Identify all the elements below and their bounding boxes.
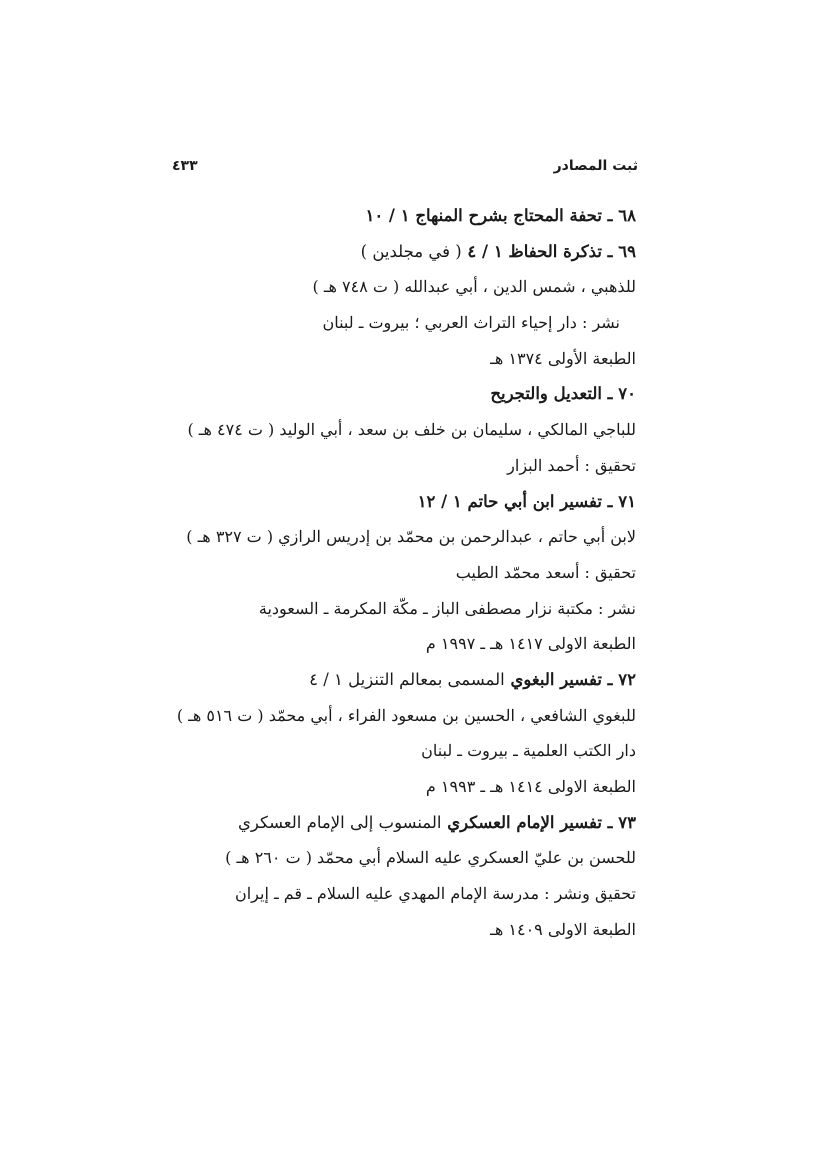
entry-heading-bold: ٧٠ ـ التعديل والتجريح bbox=[490, 384, 636, 404]
entry-heading-rest: المنسوب إلى الإمام العسكري bbox=[237, 812, 442, 832]
running-title: ثبت المصادر bbox=[553, 158, 638, 174]
entry-detail-line: للحسن بن عليّ العسكري عليه السلام أبي محمّد ( ت ٢٦٠ هـ ) bbox=[225, 848, 636, 868]
entry-heading-bold: ٦٨ ـ تحفة المحتاج بشرح المنهاج ١ / ١٠ bbox=[365, 206, 636, 225]
entry-detail-line: للباجي المالكي ، سليمان بن خلف بن سعد ، أبي الوليد ( ت ٤٧٤ هـ ) bbox=[187, 420, 636, 440]
entry-detail-line: نشر : مكتبة نزار مصطفى الباز ـ مكّة المكرمة ـ السعودية bbox=[258, 598, 636, 618]
entry-detail-line: الطبعة الاولى ١٤١٧ هـ ـ ١٩٩٧ م bbox=[425, 634, 636, 654]
entry-detail-line: تحقيق : أحمد البزار bbox=[507, 455, 636, 475]
entry-heading bbox=[166, 805, 636, 841]
entry-detail-line: نشر : دار إحياء التراث العربي ؛ بيروت ـ لبنان bbox=[322, 313, 620, 333]
entry-heading bbox=[166, 376, 636, 412]
entry-heading-bold: ٦٩ ـ تذكرة الحفاظ ١ / ٤ bbox=[461, 241, 636, 261]
entry-heading-bold: ٧٣ ـ تفسير الإمام العسكري bbox=[441, 812, 636, 832]
entry-detail-line: لابن أبي حاتم ، عبدالرحمن بن محمّد بن إدريس الرازي ( ت ٣٢٧ هـ ) bbox=[186, 527, 636, 547]
entry-heading bbox=[166, 198, 636, 234]
running-header bbox=[172, 158, 638, 182]
entry-detail-line: الطبعة الاولى ١٤١٤ هـ ـ ١٩٩٣ م bbox=[425, 777, 636, 796]
entry-detail-line: الطبعة الاولى ١٤٠٩ هـ bbox=[490, 919, 636, 939]
entry-detail-line: تحقيق ونشر : مدرسة الإمام المهدي عليه السلام ـ قم ـ إيران bbox=[234, 884, 636, 904]
entry-detail-line: للبغوي الشافعي ، الحسين بن مسعود الفراء ، أبي محمّد ( ت ٥١٦ هـ ) bbox=[176, 705, 636, 725]
entry-heading bbox=[166, 662, 636, 698]
entry-detail-line: الطبعة الأولى ١٣٧٤ هـ bbox=[490, 348, 636, 368]
bibliography-entries bbox=[166, 198, 636, 947]
entry-heading-rest: ( في مجلدين ) bbox=[360, 241, 462, 261]
entry-detail-line: تحقيق : أسعد محمّد الطيب bbox=[455, 562, 636, 582]
entry-heading-bold: ٧٢ ـ تفسير البغوي bbox=[504, 669, 636, 689]
entry-detail-line: للذهبي ، شمس الدين ، أبي عبدالله ( ت ٧٤٨ هـ ) bbox=[312, 277, 636, 297]
entry-heading-rest: المسمى بمعالم التنزيل ١ / ٤ bbox=[309, 669, 505, 689]
page-number: ٤٣٣ bbox=[172, 158, 198, 174]
entry-heading-bold: ٧١ ـ تفسير ابن أبي حاتم ١ / ١٢ bbox=[417, 491, 636, 511]
entry-heading bbox=[166, 484, 636, 520]
entry-heading bbox=[166, 234, 636, 270]
entry-detail-line: دار الكتب العلمية ـ بيروت ـ لبنان bbox=[421, 741, 636, 761]
